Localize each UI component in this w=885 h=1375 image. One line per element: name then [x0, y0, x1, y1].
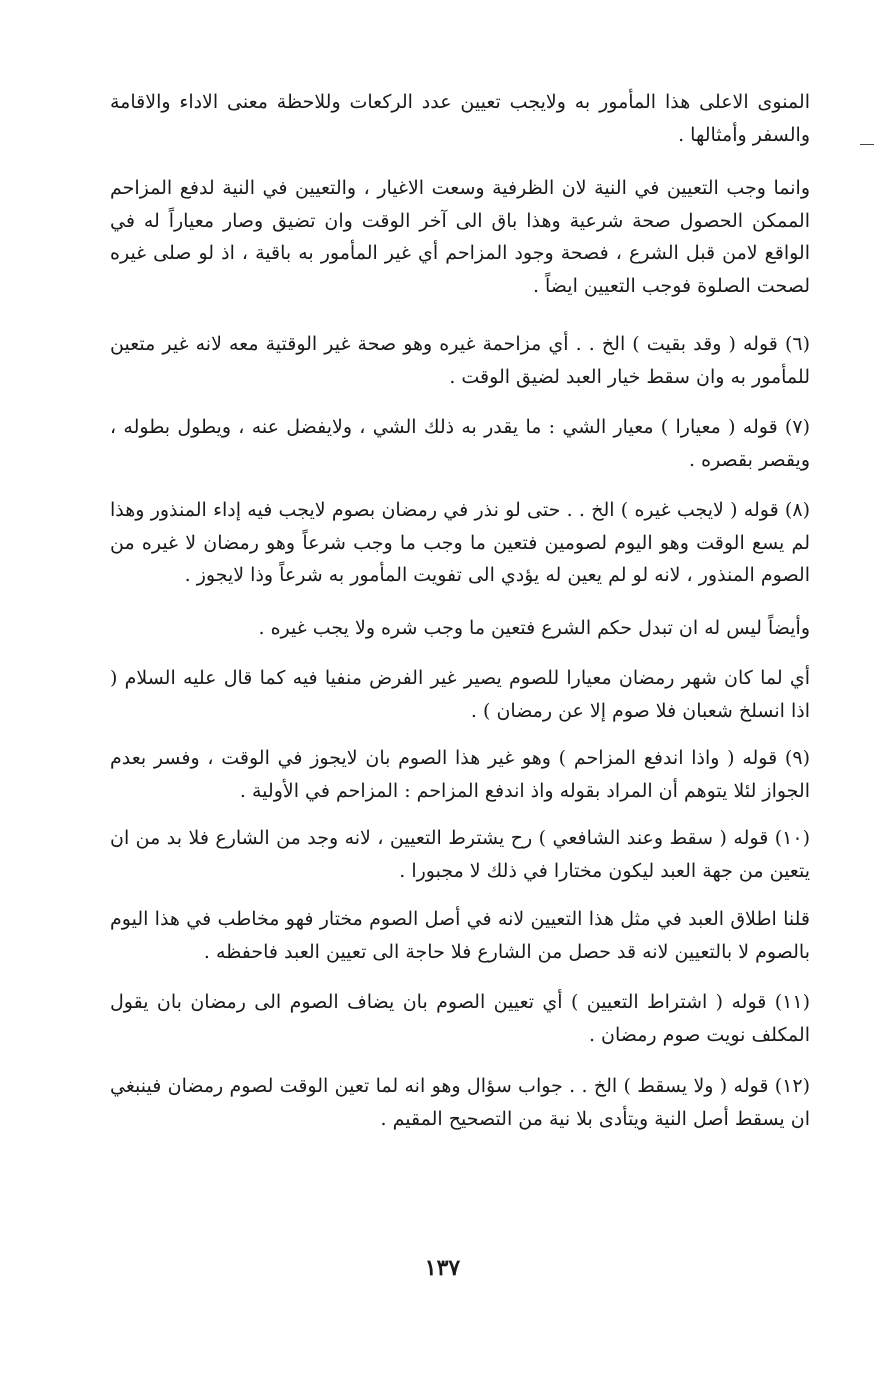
paragraph-3: (٦) قوله ( وقد بقيت ) الخ . . أي مزاحمة غيره وهو صحة غير الوقتية معه لانه غير متعين للمأمور به وان سقط خيار العبد لضيق الوقت . [110, 333, 810, 388]
paragraph-10: قلنا اطلاق العبد في مثل هذا التعيين لانه في أصل الصوم مختار فهو مخاطب في هذا اليوم بالصوم لا بالتعيين لانه قد حصل من الشارع فلا حاجة الى تعيين العبد فاحفظه . [110, 908, 810, 963]
paragraph-6: وأيضاً ليس له ان تبدل حكم الشرع فتعين ما وجب شره ولا يجب غيره . [258, 617, 810, 639]
paragraph-4: (٧) قوله ( معيارا ) معيار الشي : ما يقدر به ذلك الشي ، ولايفضل عنه ، ويطول بطوله ، ويقصر بقصره . [110, 416, 810, 471]
paragraph-7: أي لما كان شهر رمضان معيارا للصوم يصير غير الفرض منفيا فيه كما قال عليه السلام ( اذا انسلخ شعبان فلا صوم إلا عن رمضان ) . [110, 667, 810, 722]
paragraph-8: (٩) قوله ( واذا اندفع المزاحم ) وهو غير هذا الصوم بان لايجوز في الوقت ، وفسر بعدم الجواز لئلا يتوهم أن المراد بقوله واذ اندفع المزاحم : المزاحم في الأولية . [110, 747, 810, 802]
paragraph-5: (٨) قوله ( لايجب غيره ) الخ . . حتى لو نذر في رمضان بصوم لايجب فيه إداء المنذور وهذا لم يسع الوقت وهو اليوم لصومين فتعين ما وجب ما وجب شرعاً وهو رمضان لا غيره من الصوم المنذور ، لانه لو لم يعين له يؤدي الى تفويت المأمور به شرعاً وذا لايجوز . [110, 499, 810, 586]
margin-mark [860, 144, 874, 145]
paragraph-2: وانما وجب التعيين في النية لان الظرفية وسعت الاغيار ، والتعيين في النية لدفع المزاحم الممكن الحصول صحة شرعية وهذا باق الى آخر الوقت وان تضيق وصار معياراً له في الواقع لامن قبل الشرع ، فصحة وجود المزاحم أي غير المأمور به باقية ، اذ لو صلى غيره لصحت الصلوة فوجب التعيين ايضاً . [110, 177, 810, 297]
paragraph-1: المنوى الاعلى هذا المأمور به ولايجب تعيين عدد الركعات وللاحظة معنى الاداء والاقامة والسفر وأمثالها . [110, 91, 810, 146]
paragraph-11: (١١) قوله ( اشتراط التعيين ) أي تعيين الصوم بان يضاف الصوم الى رمضان بان يقول المكلف نويت صوم رمضان . [110, 991, 810, 1046]
paragraph-12: (١٢) قوله ( ولا يسقط ) الخ . . جواب سؤال وهو انه لما تعين الوقت لصوم رمضان فينبغي ان يسقط أصل النية ويتأدى بلا نية من التصحيح المقيم . [110, 1075, 810, 1130]
paragraph-9: (١٠) قوله ( سقط وعند الشافعي ) رح يشترط التعيين ، لانه وجد من الشارع فلا بد من ان يتعين من جهة العبد ليكون مختارا في ذلك لا مجبورا . [110, 827, 810, 882]
page-number: ١٣٧ [424, 1255, 461, 1281]
